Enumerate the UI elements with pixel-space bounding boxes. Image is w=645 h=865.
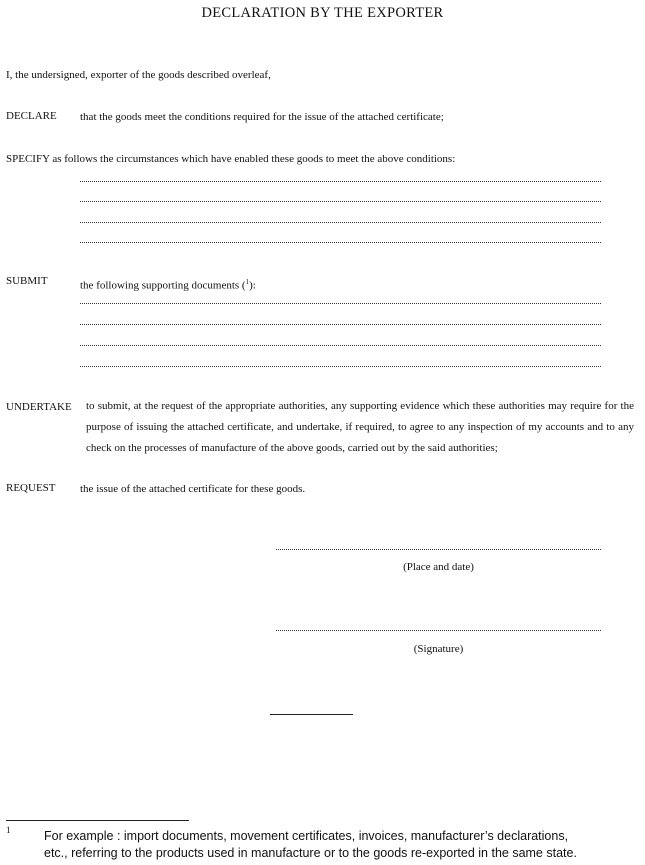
submit-text-after: ):: [249, 279, 256, 292]
specify-dotted-line-3[interactable]: [80, 222, 601, 223]
specify-dotted-line-4[interactable]: [80, 242, 601, 243]
request-keyword: REQUEST: [6, 482, 56, 494]
submit-text-before: the following supporting documents (: [80, 279, 246, 292]
declare-keyword: DECLARE: [6, 110, 57, 122]
submit-dotted-line-1[interactable]: [80, 303, 601, 304]
submit-dotted-line-3[interactable]: [80, 345, 601, 346]
intro-text: I, the undersigned, exporter of the goods described overleaf,: [6, 69, 271, 81]
declare-text: that the goods meet the conditions required for the issue of the attached certificate;: [80, 111, 444, 123]
page-title: DECLARATION BY THE EXPORTER: [201, 5, 444, 21]
footnote-rule: [6, 820, 189, 821]
specify-text: as follows the circumstances which have enabled these goods to meet the above conditions:: [52, 153, 456, 165]
footnote-number: 1: [6, 825, 11, 835]
submit-keyword: SUBMIT: [6, 275, 48, 287]
specify-dotted-line-1[interactable]: [80, 181, 601, 182]
request-text: the issue of the attached certificate for these goods.: [80, 483, 306, 495]
specify-dotted-line-2[interactable]: [80, 201, 601, 202]
place-date-label: (Place and date): [403, 561, 474, 573]
undertake-keyword: UNDERTAKE: [6, 401, 72, 413]
submit-text: [80, 275, 256, 293]
submit-dotted-line-2[interactable]: [80, 324, 601, 325]
signature-label: (Signature): [413, 643, 464, 655]
footnote-line-2: etc., referring to the products used in manufacture or to the goods re-exported in the same state.: [44, 846, 577, 860]
footnote-line-1: For example : import documents, movement certificates, invoices, manufacturer’s declarations,: [44, 829, 569, 843]
specify-keyword: SPECIFY: [6, 153, 50, 165]
specify-line: [6, 152, 455, 166]
place-date-field[interactable]: [276, 549, 601, 550]
submit-dotted-line-4[interactable]: [80, 366, 601, 367]
footnote-ref: 1: [245, 278, 250, 286]
signature-field[interactable]: [276, 630, 601, 631]
separator-line: [270, 714, 353, 715]
undertake-text: to submit, at the request of the appropriate authorities, any supporting evidence which these authorities may require for the purpose of issuing the attached certificate, and undertake, if required, to agree to any inspection of my accounts and to any check on the processes of manufacture of the above goods, carried out by the said authorities;: [86, 400, 634, 454]
